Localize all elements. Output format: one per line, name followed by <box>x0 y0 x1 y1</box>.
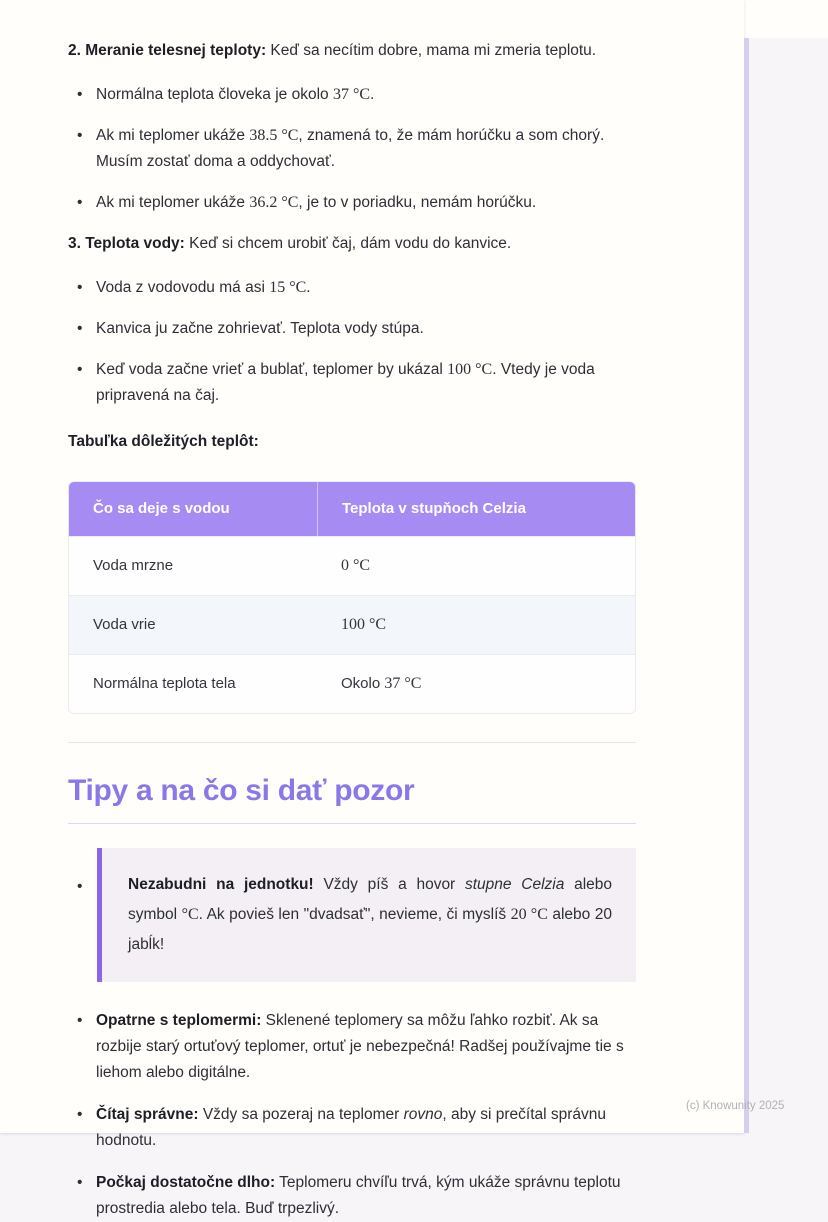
callout-text: . Ak povieš len "dvadsať", nevieme, či myslíš <box>198 906 511 923</box>
table-cell-label: Normálna teplota tela <box>69 654 317 713</box>
tip-text: Teplomeru chvíľu trvá, kým ukáže správnu teplotu prostredia alebo tela. Buď trpezlivý. <box>96 1174 621 1217</box>
table-row <box>69 595 635 654</box>
bullet-text: Voda z vodovodu má asi <box>96 279 270 296</box>
table-cell-value <box>317 654 635 713</box>
list-item <box>68 190 636 216</box>
callout-list <box>68 848 636 982</box>
temperature-value: 20 °C <box>510 906 548 923</box>
table-row <box>69 654 635 713</box>
page-right-divider <box>744 38 749 1133</box>
bullet-text: . <box>306 279 311 296</box>
temperature-value: 100 °C <box>341 616 387 633</box>
tip-text: Sklenené teplomery sa môžu ľahko rozbiť. Ak sa rozbije starý ortuťový teplomer, ortuť je nebezpečná! Radšej používajme tie s liehom alebo digitálne. <box>96 1012 624 1081</box>
section2-heading: 2. Meranie telesnej teploty: <box>68 42 267 59</box>
section3-bullet-list <box>68 275 636 409</box>
bullet-text: , znamená to, že mám horúčku a som chorý. Musím zostať doma a oddychovať. <box>96 127 605 170</box>
bullet-text: Ak mi teplomer ukáže <box>96 194 250 211</box>
temperature-value: 0 °C <box>341 557 371 574</box>
tips-heading: Tipy a na čo si dať pozor <box>68 773 636 824</box>
document-content <box>68 0 636 1222</box>
callout-text: alebo symbol <box>128 876 613 923</box>
table-heading: Tabuľka dôležitých teplôt: <box>68 433 259 450</box>
temperature-value: 38.5 °C <box>249 127 299 144</box>
copyright-watermark: (c) Knowunity 2025 <box>686 1100 785 1112</box>
temperature-value: 37 °C <box>384 675 422 692</box>
section-divider <box>68 742 636 743</box>
bullet-text: , je to v poriadku, nemám horúčku. <box>298 194 537 211</box>
table-header-cell: Čo sa deje s vodou <box>69 482 317 536</box>
callout-italic: stupne Celzia <box>464 876 565 893</box>
callout-box <box>97 848 636 982</box>
table-cell-value <box>317 595 635 654</box>
section3-intro-paragraph <box>68 231 636 257</box>
bullet-text: . Vtedy je voda pripravená na čaj. <box>96 361 595 404</box>
tip-text: Vždy sa pozeraj na teplomer <box>198 1106 404 1123</box>
table-cell-value <box>317 536 635 595</box>
bullet-text: Kanvica ju začne zohrievať. Teplota vody stúpa. <box>96 320 424 337</box>
temperature-value: 100 °C <box>447 361 493 378</box>
tip-bold: Čítaj správne: <box>96 1106 199 1123</box>
list-item <box>68 82 636 108</box>
tips-bullet-list <box>68 1008 636 1222</box>
section3-intro: Keď si chcem urobiť čaj, dám vodu do kanvice. <box>184 235 512 252</box>
list-item <box>68 1102 636 1154</box>
table-cell-label: Voda vrie <box>69 595 317 654</box>
tip-bold: Počkaj dostatočne dlho: <box>96 1174 276 1191</box>
callout-bold: Nezabudni na jednotku! <box>128 876 314 893</box>
section3-heading: 3. Teplota vody: <box>68 235 185 252</box>
table-header-cell: Teplota v stupňoch Celzia <box>317 482 635 536</box>
temperature-value: °C <box>181 906 199 923</box>
tip-text: , aby si prečítal správnu hodnotu. <box>96 1106 607 1149</box>
table-row <box>69 536 635 595</box>
list-item <box>68 275 636 301</box>
bullet-text: Keď voda začne vrieť a bublať, teplomer by ukázal <box>96 361 448 378</box>
temperatures-table <box>68 481 636 714</box>
callout-text: Vždy píš a hovor <box>313 876 465 893</box>
section2-intro-paragraph <box>68 38 636 64</box>
callout-text: alebo 20 jabĺk! <box>128 906 612 953</box>
bullet-text: Normálna teplota človeka je okolo <box>96 86 333 103</box>
table-header-row <box>69 482 635 536</box>
bullet-text: Ak mi teplomer ukáže <box>96 127 250 144</box>
bullet-text: . <box>370 86 375 103</box>
section2-intro: Keď sa necítim dobre, mama mi zmeria teplotu. <box>266 42 597 59</box>
temperature-value: 37 °C <box>332 86 371 103</box>
list-item <box>68 1170 636 1222</box>
list-item <box>68 123 636 175</box>
tip-italic: rovno <box>403 1106 443 1123</box>
section2-bullet-list <box>68 82 636 216</box>
list-item <box>68 848 636 982</box>
value-text: Okolo <box>341 675 385 692</box>
table-cell-label: Voda mrzne <box>69 536 317 595</box>
list-item <box>68 316 636 342</box>
temperature-value: 36.2 °C <box>249 194 299 211</box>
list-item <box>68 1008 636 1086</box>
tip-bold: Opatrne s teplomermi: <box>96 1012 262 1029</box>
temperature-value: 15 °C <box>269 279 307 296</box>
list-item <box>68 357 636 409</box>
